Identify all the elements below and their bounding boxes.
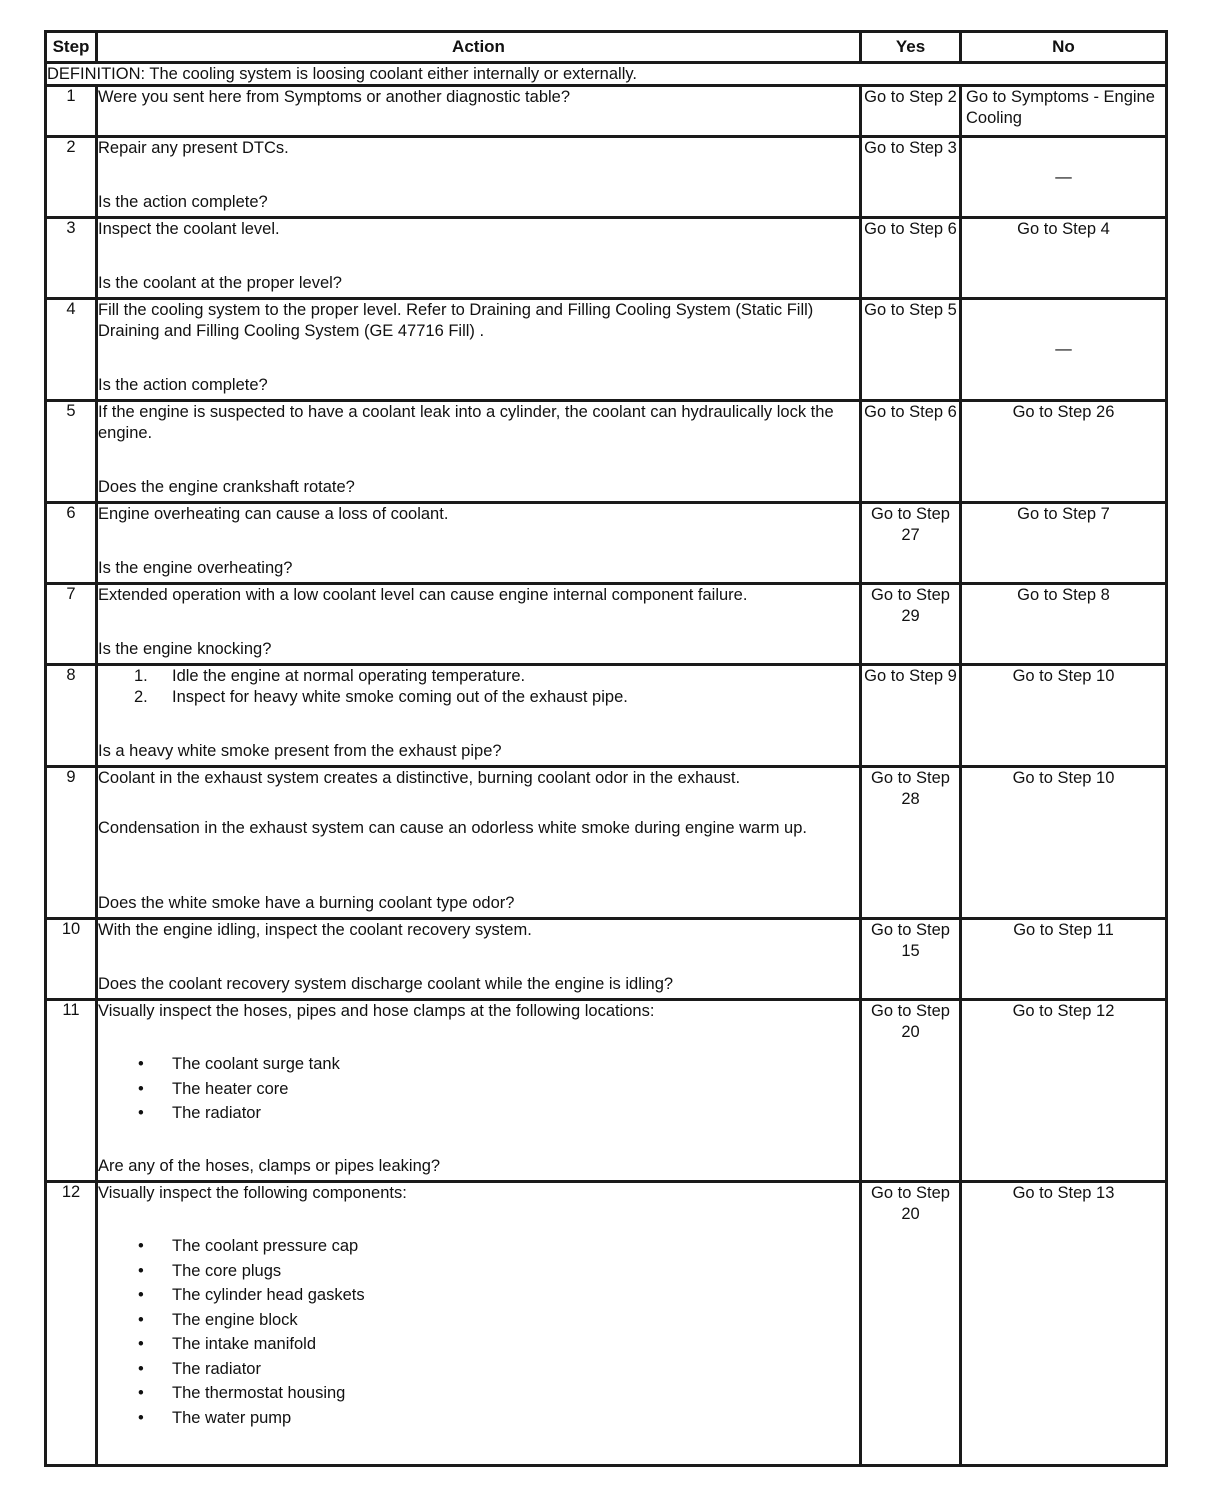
action-question: Does the engine crankshaft rotate?	[98, 478, 355, 496]
action-text: Extended operation with a low coolant level can cause engine internal component failure.	[98, 586, 748, 604]
step-number: 4	[46, 299, 97, 401]
action-question: Is the action complete?	[98, 193, 268, 211]
step-number: 9	[46, 767, 97, 919]
action-text: With the engine idling, inspect the coolant recovery system.	[98, 921, 532, 939]
step-number: 8	[46, 665, 97, 767]
action-text: If the engine is suspected to have a coolant leak into a cylinder, the coolant can hydraulically lock the engine.	[98, 403, 834, 442]
list-item: • The thermostat housing	[98, 1381, 859, 1406]
action-text: Repair any present DTCs.	[98, 139, 289, 157]
list-item: • The heater core	[98, 1077, 859, 1102]
yes-result: Go to Step 5	[861, 299, 961, 401]
list-item: • The engine block	[98, 1308, 859, 1333]
list-item: • The coolant pressure cap	[98, 1234, 859, 1259]
yes-result: Go to Step 28	[861, 767, 961, 919]
step-action	[97, 86, 861, 137]
step-action	[97, 503, 861, 584]
yes-result: Go to Step 9	[861, 665, 961, 767]
yes-result: Go to Step 2	[861, 86, 961, 137]
list-item: • The core plugs	[98, 1259, 859, 1284]
step-row-9	[46, 767, 1167, 919]
bullet-list	[98, 1234, 859, 1430]
step-number: 10	[46, 919, 97, 1000]
header-step: Step	[46, 32, 97, 63]
list-item: • The water pump	[98, 1406, 859, 1431]
step-row-4	[46, 299, 1167, 401]
action-text: Were you sent here from Symptoms or another diagnostic table?	[98, 88, 571, 106]
yes-result: Go to Step 20	[861, 1000, 961, 1182]
action-question: Is the coolant at the proper level?	[98, 274, 342, 292]
action-text-2: Condensation in the exhaust system can cause an odorless white smoke during engine warm up.	[98, 819, 807, 837]
no-result: Go to Symptoms - Engine Cooling	[961, 86, 1167, 137]
step-number: 7	[46, 584, 97, 665]
yes-result: Go to Step 20	[861, 1182, 961, 1466]
step-number: 12	[46, 1182, 97, 1466]
step-action	[97, 218, 861, 299]
no-result: Go to Step 10	[961, 665, 1167, 767]
list-item: • The coolant surge tank	[98, 1052, 859, 1077]
yes-result: Go to Step 6	[861, 218, 961, 299]
yes-result: Go to Step 15	[861, 919, 961, 1000]
step-action	[97, 767, 861, 919]
yes-result: Go to Step 27	[861, 503, 961, 584]
action-text: Coolant in the exhaust system creates a distinctive, burning coolant odor in the exhaust.	[98, 769, 741, 787]
action-text: Visually inspect the hoses, pipes and hose clamps at the following locations:	[98, 1002, 655, 1020]
no-result: Go to Step 11	[961, 919, 1167, 1000]
action-question: Does the coolant recovery system discharge coolant while the engine is idling?	[98, 975, 674, 993]
diagnostic-table	[44, 30, 1168, 1467]
step-action	[97, 1000, 861, 1182]
step-row-12	[46, 1182, 1167, 1466]
step-number: 6	[46, 503, 97, 584]
step-number: 11	[46, 1000, 97, 1182]
yes-result: Go to Step 6	[861, 401, 961, 503]
header-row	[46, 32, 1167, 63]
list-item: 2. Inspect for heavy white smoke coming out of the exhaust pipe.	[134, 688, 628, 706]
no-result: —	[961, 299, 1167, 401]
step-action	[97, 919, 861, 1000]
action-question: Is the engine knocking?	[98, 640, 272, 658]
step-action	[97, 1182, 861, 1466]
no-result: Go to Step 10	[961, 767, 1167, 919]
action-text: Visually inspect the following components:	[98, 1184, 407, 1202]
list-item: • The radiator	[98, 1357, 859, 1382]
action-question: Are any of the hoses, clamps or pipes leaking?	[98, 1157, 441, 1175]
step-number: 3	[46, 218, 97, 299]
no-result: Go to Step 13	[961, 1182, 1167, 1466]
list-item: • The cylinder head gaskets	[98, 1283, 859, 1308]
action-text: Fill the cooling system to the proper level. Refer to Draining and Filling Cooling System (Static Fill) Draining and Filling Cooling System (GE 47716 Fill) .	[98, 301, 814, 340]
action-text: Engine overheating can cause a loss of coolant.	[98, 505, 449, 523]
no-result: Go to Step 8	[961, 584, 1167, 665]
step-action	[97, 401, 861, 503]
list-item: 1. Idle the engine at normal operating temperature.	[134, 667, 526, 685]
step-action	[97, 299, 861, 401]
step-row-6	[46, 503, 1167, 584]
yes-result: Go to Step 29	[861, 584, 961, 665]
step-action	[97, 665, 861, 767]
no-result: Go to Step 7	[961, 503, 1167, 584]
bullet-list	[98, 1052, 859, 1126]
step-row-5	[46, 401, 1167, 503]
step-row-1	[46, 86, 1167, 137]
action-question: Is the engine overheating?	[98, 559, 293, 577]
header-no: No	[961, 32, 1167, 63]
numbered-list	[98, 666, 859, 708]
list-item: • The radiator	[98, 1101, 859, 1126]
no-result: —	[961, 137, 1167, 218]
step-row-10	[46, 919, 1167, 1000]
definition-text: DEFINITION: The cooling system is loosing coolant either internally or externally.	[46, 63, 1167, 86]
header-yes: Yes	[861, 32, 961, 63]
step-row-8	[46, 665, 1167, 767]
no-result: Go to Step 12	[961, 1000, 1167, 1182]
step-number: 1	[46, 86, 97, 137]
step-number: 2	[46, 137, 97, 218]
step-row-11	[46, 1000, 1167, 1182]
step-action	[97, 137, 861, 218]
step-row-2	[46, 137, 1167, 218]
yes-result: Go to Step 3	[861, 137, 961, 218]
step-row-7	[46, 584, 1167, 665]
action-text: Inspect the coolant level.	[98, 220, 280, 238]
no-result: Go to Step 4	[961, 218, 1167, 299]
header-action: Action	[97, 32, 861, 63]
step-row-3	[46, 218, 1167, 299]
action-question: Does the white smoke have a burning coolant type odor?	[98, 894, 515, 912]
step-action	[97, 584, 861, 665]
definition-row	[46, 63, 1167, 86]
list-item: • The intake manifold	[98, 1332, 859, 1357]
no-result: Go to Step 26	[961, 401, 1167, 503]
step-number: 5	[46, 401, 97, 503]
action-question: Is the action complete?	[98, 376, 268, 394]
action-question: Is a heavy white smoke present from the exhaust pipe?	[98, 742, 502, 760]
